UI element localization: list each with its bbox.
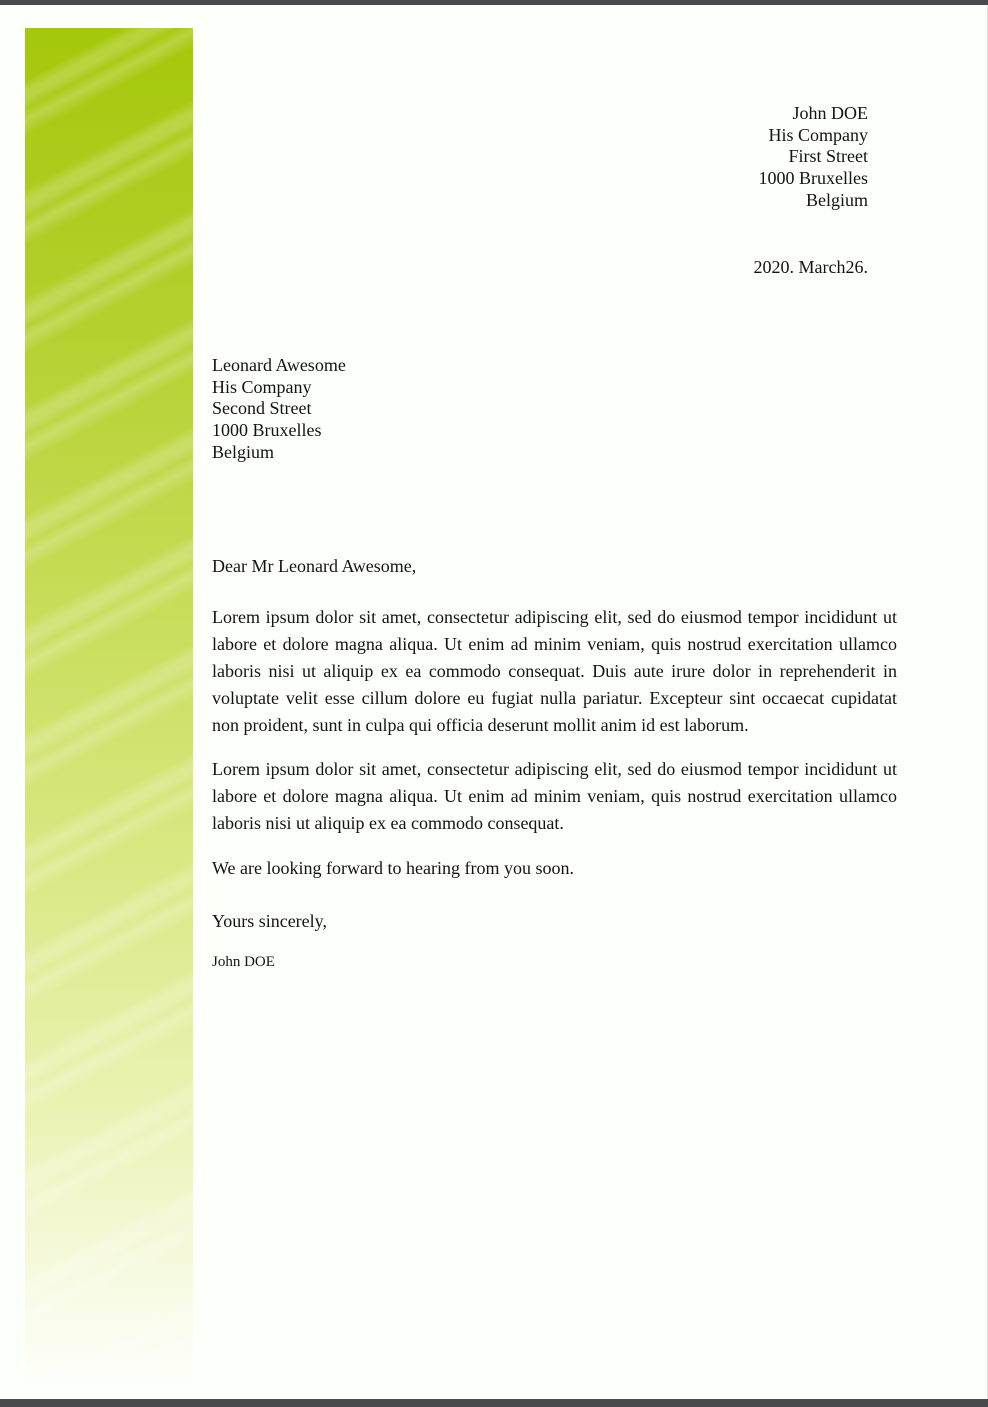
bottom-border-bar (0, 1399, 988, 1407)
sender-country: Belgium (806, 189, 868, 210)
recipient-company: His Company (212, 376, 312, 397)
top-border-bar (0, 0, 988, 5)
recipient-name: Leonard Awesome (212, 355, 346, 375)
body-paragraph: Lorem ipsum dolor sit amet, consectetur adipiscing elit, sed do eiusmod tempor incididunt ut labore et dolore magna aliqua. Ut enim ad minim veniam, quis nostrud exercitation ullamco laboris nisi ut aliquip ex ea commodo consequat. Duis aute irure dolor in reprehenderit in voluptate velit esse cillum dolore eu fugiat nulla pariatur. Excepteur sint occaecat cupidatat non proident, sunt in culpa qui officia deserunt mollit anim id est laborum. (212, 607, 897, 735)
sender-street: First Street (788, 146, 868, 167)
closing-line: We are looking forward to hearing from you soon. (212, 858, 574, 878)
green-gradient-sidebar (25, 28, 193, 1380)
recipient-address-block (212, 355, 346, 464)
sender-city: 1000 Bruxelles (758, 168, 868, 189)
recipient-country: Belgium (212, 441, 274, 462)
valediction: Yours sincerely, (212, 911, 327, 931)
sender-address-block (759, 103, 869, 212)
letter-date: 2020. March26. (753, 257, 868, 277)
recipient-city: 1000 Bruxelles (212, 420, 322, 441)
recipient-street: Second Street (212, 398, 312, 419)
body-paragraph: Lorem ipsum dolor sit amet, consectetur adipiscing elit, sed do eiusmod tempor incididunt ut labore et dolore magna aliqua. Ut enim ad minim veniam, quis nostrud exercitation ullamco laboris nisi ut aliquip ex ea commodo consequat. (212, 759, 897, 833)
sender-name: John DOE (792, 103, 868, 123)
letter-body (212, 553, 897, 972)
sender-company: His Company (768, 124, 868, 145)
signature-name: John DOE (212, 954, 275, 970)
salutation: Dear Mr Leonard Awesome, (212, 556, 417, 576)
